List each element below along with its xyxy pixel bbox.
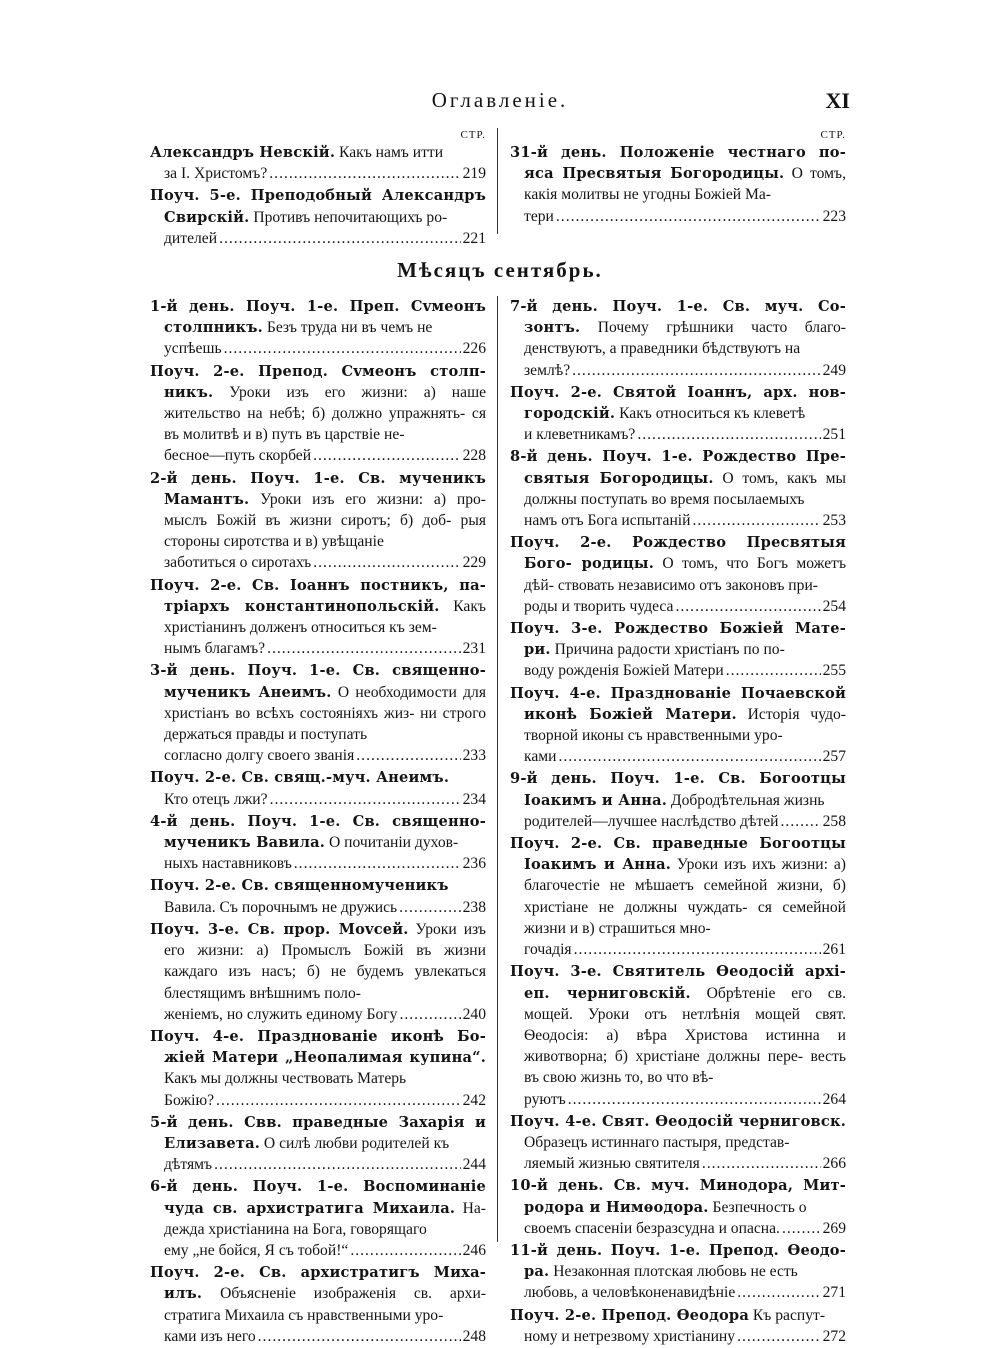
entry-text [150, 660, 486, 745]
entry-last-text: любовь, а человѣконенавидѣніе [524, 1284, 736, 1302]
entry-last-text: ками [524, 748, 557, 766]
entry-title: Рождество Пресвятыя Бого- родицы. [524, 534, 847, 573]
dot-leader [219, 228, 461, 249]
entry-last-line [164, 1154, 486, 1175]
entry-heading [150, 144, 335, 161]
entry-body: Какъ намъ итти [335, 144, 444, 161]
entry-last-line [164, 445, 486, 466]
entry-text [150, 1176, 486, 1240]
entry-lead: 9-й день. [510, 770, 597, 788]
dot-leader [356, 745, 460, 766]
dot-leader [556, 206, 821, 227]
entry-lead: Поуч. 2-е. [150, 769, 237, 787]
entry-last-line [524, 1089, 846, 1110]
toc-entry [510, 296, 846, 381]
toc-entry [510, 618, 846, 682]
entry-body: Уроки изъ его жизни: а) наше жительство на небѣ; б) должно упражнять- ся въ молитвѣ и в) путь въ царствіе не- [164, 383, 486, 444]
entry-last-text: родителей—лучшее наслѣдство дѣтей [524, 812, 779, 830]
dot-leader [214, 1154, 460, 1175]
entry-title: Св. муч. Минодора, Мит- родора и Нимѳодора. [524, 1177, 847, 1216]
page-column-label: СТР. [460, 129, 486, 141]
entry-body: Уроки изъ его жизни: а) про- мыслъ Божій въ жизни сиротъ; б) доб- рыя стороны сиротства и в) увѣщаніе [164, 490, 486, 551]
entry-last-line [164, 552, 486, 573]
entry-lead: Поуч. 2-е. [510, 534, 612, 552]
toc-entry [150, 1026, 486, 1111]
top-left-column [150, 128, 486, 250]
entry-body: Какъ относиться къ клеветѣ [615, 405, 806, 423]
entry-page-number: 233 [462, 747, 486, 765]
toc-entry [150, 575, 486, 660]
entry-page-number: 236 [462, 855, 486, 873]
entry-text [150, 185, 486, 227]
entry-text [150, 767, 486, 788]
entry-text [150, 919, 486, 1004]
entry-body: Образецъ истиннаго пастыря, представ- [524, 1133, 790, 1151]
entry-title: Поуч. 1-е. Воспоминаніе чуда св. архистратига Михаила. [164, 1178, 486, 1217]
entry-lead: Поуч. 3-е. [150, 920, 240, 938]
entry-lead: Поуч. 2-е. [150, 362, 245, 380]
entry-body: Почему грѣшники часто благо- денствуютъ, а праведники бѣдствуютъ на [524, 319, 846, 358]
toc-entry [150, 660, 486, 766]
entry-last-line [164, 1004, 486, 1025]
entry-text [510, 1111, 847, 1153]
entry-heading [510, 1113, 846, 1130]
running-title: Оглавленіе. [431, 88, 569, 112]
entry-body: Причина радости христіанъ по по- [550, 641, 785, 659]
entry-text [510, 532, 847, 596]
toc-entry [150, 1176, 486, 1261]
entry-lead: Поуч. 2-е. [150, 1264, 246, 1282]
entry-text [510, 1175, 847, 1217]
entry-last-text: за І. Христомъ? [164, 165, 268, 183]
entry-title: Препод. Ѳеодора [596, 1306, 749, 1324]
entry-body: Какъ христіанинъ долженъ относиться къ зем- [164, 597, 486, 637]
left-column [150, 296, 486, 1348]
entry-title: Поуч. 1-е. Св. священно- мученикъ Вавила. [164, 812, 486, 852]
entry-text [510, 296, 846, 360]
entry-last-text: ками изъ него [164, 1327, 256, 1345]
entry-page-number: 238 [462, 898, 486, 916]
entry-page-number: 261 [822, 941, 846, 959]
entry-last-line [164, 338, 486, 359]
dot-leader [637, 424, 820, 445]
dot-leader [692, 510, 820, 531]
entry-title: Празднованіе иконѣ Бо- жіей Матери „Неопалимая купина“. [164, 1027, 486, 1067]
dot-leader [781, 811, 821, 832]
entry-last-text: Вавила. Съ порочнымъ не дружись [164, 898, 398, 916]
entry-last-line [164, 163, 486, 184]
entry-text [510, 446, 846, 510]
entry-title: Свят. Ѳеодосій черниговск. [596, 1112, 847, 1130]
toc-entry [150, 767, 486, 809]
dot-leader [294, 853, 461, 874]
entry-title: Св. Іоаннъ постникъ, па- тріархъ константинопольскій. [164, 576, 487, 615]
entry-title: Поуч. 1-е. Препод. Ѳеодо- ра. [524, 1241, 846, 1281]
entry-text [510, 768, 846, 810]
entry-page-number: 257 [822, 748, 846, 766]
entry-page-number: 231 [462, 640, 486, 658]
entry-page-number: 251 [822, 426, 846, 444]
entry-page-number: 253 [822, 512, 846, 530]
entry-last-text: землѣ? [524, 361, 571, 379]
entry-page-number: 266 [822, 1155, 846, 1173]
dot-leader [313, 445, 461, 466]
dot-leader [399, 1004, 460, 1025]
entry-heading [150, 769, 449, 786]
dot-leader [558, 746, 820, 767]
dot-leader [574, 939, 821, 960]
entry-lead: Поуч. 4-е. [510, 1112, 597, 1130]
entry-body: Уроки изъ ихъ жизни: а) благочестіе не мѣшаетъ семейной жизни, б) христіане не должны чуждать- ся семейной жизни и в) страшиться мно- [524, 856, 846, 937]
entry-title: Святой Іоаннъ, арх. нов- городскій. [524, 383, 847, 423]
entry-last-line [524, 939, 846, 960]
dot-leader [350, 1240, 460, 1261]
entry-last-text: и клеветникамъ? [524, 426, 636, 444]
entry-last-line [164, 897, 486, 918]
entry-title: Свв. праведные Захарія и Елизавета. [164, 1113, 486, 1152]
entry-heading [150, 1178, 486, 1216]
dot-leader [216, 1090, 461, 1111]
entry-text [150, 468, 486, 553]
entry-last-text: женіемъ, но служить единому Богу [164, 1005, 398, 1023]
entry-last-text: нымъ благамъ? [164, 640, 266, 658]
entry-last-text: дителей [164, 229, 218, 247]
dot-leader [702, 1153, 821, 1174]
entry-body: Противъ непочитающихъ ро- [249, 208, 448, 226]
toc-entry [510, 446, 846, 531]
entry-last-line [164, 1090, 486, 1111]
entry-body: Объясненіе изображенія св. архи- стратига Михаила съ нравственными уро- [164, 1285, 486, 1324]
entry-text [150, 1112, 486, 1154]
entry-last-line [524, 510, 846, 531]
entry-page-number: 272 [822, 1327, 846, 1345]
entry-heading [150, 1028, 486, 1066]
entry-text [510, 961, 847, 1088]
entry-body: О томъ, какъ мы должны поступать во время посылаемыхъ [524, 469, 846, 508]
entry-heading [150, 921, 409, 938]
entry-text [510, 1240, 846, 1282]
entry-text [150, 142, 486, 163]
entry-page-number: 228 [462, 447, 486, 465]
entry-title: Преподобный Александръ Свирскій. [164, 187, 486, 226]
entry-last-text: ему „не бойся, Я съ тобой!“ [164, 1241, 349, 1259]
entry-body: Безъ труда ни въ чемъ не [262, 319, 433, 337]
entry-last-line [524, 1326, 846, 1347]
entry-lead: 2-й день. [150, 469, 237, 487]
entry-last-text: дѣтямъ [164, 1156, 213, 1174]
entry-last-line [524, 424, 846, 445]
entry-last-text: ныхъ наставниковъ [164, 855, 292, 873]
entry-body: О силѣ любви родителей къ [260, 1134, 450, 1152]
toc-entry [510, 1240, 846, 1304]
entry-last-text: роды и творить чудеса [524, 597, 674, 615]
entry-body: Уроки изъ его жизни: а) Промыслъ Божій въ жизни каждаго изъ насъ; б) не будемъ увлекаться блестящимъ внѣшнимъ поло- [164, 920, 486, 1002]
entry-title: Св. свящ.-муч. Анеимъ. [236, 769, 450, 787]
entry-last-line [524, 811, 846, 832]
entry-title: Поуч. 1-е. Св. мученикъ Мамантъ. [164, 469, 486, 508]
entry-title: Святитель Ѳеодосій архі- еп. черниговскій. [524, 963, 847, 1002]
entry-title: Рождество Божіей Мате- ри. [524, 620, 846, 659]
entry-last-text: своемъ спасеніи безразсудна и опасна. [524, 1219, 780, 1237]
entry-body: На- дежда христіанина на Бога, говорящаго [164, 1199, 486, 1238]
entry-last-text: Божію? [164, 1091, 215, 1109]
entry-lead: 11-й день. [510, 1241, 603, 1259]
entry-title: Св. архистратигъ Миха- илъ. [164, 1264, 486, 1303]
entry-body: Незаконная плотская любовь не есть [549, 1263, 798, 1281]
entry-text [510, 142, 846, 206]
entry-lead: Поуч. 2-е. [510, 1306, 597, 1324]
entry-text [510, 382, 847, 424]
entry-heading [150, 877, 449, 894]
dot-leader [258, 1326, 461, 1347]
entry-last-line [524, 1282, 846, 1303]
entry-title: Поуч. 1-е. Св. священно- мученикъ Анеимъ. [164, 662, 486, 701]
entry-body: Къ распут- [749, 1306, 826, 1324]
entry-text [150, 1026, 486, 1090]
entry-text [150, 875, 486, 896]
entry-last-text: Кто отецъ лжи? [164, 790, 268, 808]
toc-entry [150, 468, 486, 574]
entry-page-number: 258 [822, 812, 846, 830]
entry-page-number: 246 [462, 1241, 486, 1259]
toc-entry [150, 361, 486, 467]
toc-entry [150, 919, 486, 1025]
entry-title: Поуч. 1-е. Преп. Сvмеонъ столпникъ. [164, 298, 486, 337]
dot-leader [782, 1218, 821, 1239]
entry-page-number: 255 [822, 662, 846, 680]
toc-entry [150, 811, 486, 875]
toc-entry [510, 768, 846, 832]
entry-last-text: согласно долгу своего званія [164, 747, 355, 765]
entry-lead: 5-й день. [150, 1113, 234, 1131]
entry-lead: 4-й день. [150, 812, 236, 830]
entry-page-number: 254 [822, 597, 846, 615]
toc-entry [150, 1112, 486, 1176]
entry-last-line [164, 228, 486, 249]
entry-last-line [524, 596, 846, 617]
toc-entry [150, 142, 486, 184]
entry-last-text: успѣешь [164, 340, 222, 358]
page-column-label: СТР. [820, 129, 846, 141]
entry-last-line [164, 745, 486, 766]
entry-page-number: 229 [462, 554, 486, 572]
entry-lead: Поуч. 5-е. [150, 187, 241, 205]
toc-entry [150, 1262, 486, 1347]
entry-title: Поуч. 1-е. Рождество Пре- святыя Богородицы. [524, 448, 846, 487]
entry-lead: Поуч. 2-е. [150, 576, 242, 594]
entry-body: Исторія чудо- творной иконы съ нравственными уро- [524, 705, 846, 745]
running-head [0, 88, 1000, 118]
dot-leader [269, 163, 460, 184]
column-rule-main [497, 296, 498, 1242]
entry-lead: 10-й день. [510, 1177, 604, 1195]
entry-text [510, 1305, 846, 1326]
dot-leader [399, 897, 460, 918]
dot-leader [572, 360, 820, 381]
entry-text [150, 811, 486, 853]
entry-body: О необходимости для христіанъ во всѣхъ состояніяхъ жиз- ни строго держаться правды и поступать [164, 683, 486, 744]
entry-body: Добродѣтельная жизнь [667, 791, 825, 809]
entry-text [510, 833, 846, 939]
entry-last-line [524, 360, 846, 381]
dot-leader [267, 638, 461, 659]
toc-entry [150, 875, 486, 917]
entry-lead: Поуч. 2-е. [150, 877, 237, 895]
toc-entry [510, 1111, 846, 1175]
entry-page-number: 240 [462, 1005, 486, 1023]
entry-last-line [164, 1240, 486, 1261]
entry-last-line [524, 660, 846, 681]
entry-text [150, 575, 487, 639]
entry-title: Св. прор. Моvсей. [239, 920, 409, 938]
entry-text [150, 361, 487, 446]
dot-leader [737, 1326, 821, 1347]
entry-text [510, 683, 846, 747]
toc-entry [510, 1175, 846, 1239]
entry-page-number: 244 [462, 1156, 486, 1174]
entry-lead: Поуч. 4-е. [510, 684, 601, 702]
entry-lead: 3-й день. [150, 662, 236, 680]
entry-text [150, 296, 486, 338]
toc-entry [150, 296, 486, 360]
entry-body: Какъ мы должны чествовать Матерь [164, 1070, 407, 1088]
dot-leader [726, 660, 821, 681]
entry-heading [150, 577, 486, 615]
entry-title: Александръ Невскій. [150, 144, 336, 161]
dot-leader [270, 789, 461, 810]
dot-leader [313, 552, 460, 573]
entry-title: Св. священномученикъ [236, 877, 449, 895]
toc-entry [150, 185, 486, 249]
toc-entry [510, 382, 846, 446]
entry-page-number: 249 [822, 361, 846, 379]
dot-leader [568, 1089, 821, 1110]
entry-page-number: 219 [462, 165, 486, 183]
entry-page-number: 271 [822, 1284, 846, 1302]
entry-title: Поуч. 1-е. Св. Богоотцы Іоакимъ и Анна. [524, 770, 846, 809]
entry-last-text: тери [524, 207, 554, 225]
entry-body: О почитаніи духов- [325, 834, 459, 852]
entry-last-line [164, 853, 486, 874]
dot-leader [737, 1282, 820, 1303]
entry-last-text: бесное—путь скорбей [164, 447, 312, 465]
entry-lead: Поуч. 2-е. [510, 835, 603, 853]
entry-last-text: воду рожденія Божіей Матери [524, 662, 724, 680]
entry-body: Обрѣтеніе его св. мощей. Уроки отъ нетлѣнія мощей свят. Ѳеодосія: а) вѣра Христова истинна и животворна; б) христіане должны пере- весть въ свою жизнь то, во что вѣ- [524, 984, 846, 1087]
entry-title: Св. праведные Богоотцы Іоакимъ и Анна. [524, 835, 846, 874]
entry-last-line [524, 746, 846, 767]
top-right-column [510, 128, 846, 228]
entry-last-line [164, 789, 486, 810]
entry-lead: 6-й день. [150, 1178, 239, 1196]
entry-last-line [164, 638, 486, 659]
entry-title: Празднованіе Почаевской иконѣ Божіей Матери. [524, 684, 846, 723]
entry-title: Препод. Сvмеонъ столп- никъ. [164, 362, 487, 401]
entry-last-text: намъ отъ Бога испытаній [524, 512, 691, 530]
entry-body: О томъ, какія молитвы не угодны Божіей Ма- [524, 165, 846, 204]
entry-title: Поуч. 1-е. Св. муч. Со- зонтъ. [524, 298, 846, 337]
entry-lead: 1-й день. [150, 298, 235, 315]
entry-page-number: 242 [462, 1091, 486, 1109]
entry-title: Положеніе честнаго по- яса Пресвятыя Богородицы. [524, 144, 846, 183]
toc-entry [510, 683, 846, 768]
entry-lead: Поуч. 4-е. [150, 1027, 245, 1045]
entry-lead: Поуч. 3-е. [510, 963, 602, 981]
entry-text [150, 1262, 486, 1326]
entry-lead: Поуч. 3-е. [510, 620, 603, 638]
entry-last-text: заботиться о сиротахъ [164, 554, 312, 572]
right-column [510, 296, 846, 1348]
entry-lead: Поуч. 2-е. [510, 383, 602, 401]
column-rule-top [497, 128, 498, 234]
toc-entry [510, 532, 846, 617]
page-number: XI [825, 88, 850, 113]
entry-last-line [524, 206, 846, 227]
entry-text [510, 618, 846, 660]
section-title: Мѣсяцъ сентябрь. [397, 258, 603, 282]
dot-leader [675, 596, 820, 617]
entry-lead: 7-й день. [510, 298, 598, 315]
entry-lead: 8-й день. [510, 448, 593, 466]
entry-last-text: ному и нетрезвому христіанину [524, 1327, 736, 1345]
entry-last-text: руютъ [524, 1090, 566, 1108]
entry-page-number: 223 [822, 207, 846, 225]
toc-entry [510, 142, 846, 227]
entry-last-line [524, 1218, 846, 1239]
entry-page-number: 269 [822, 1219, 846, 1237]
entry-body: Безпечность о [708, 1198, 807, 1216]
entry-heading [510, 1307, 749, 1324]
entry-page-number: 264 [822, 1090, 846, 1108]
entry-last-line [164, 1326, 486, 1347]
entry-page-number: 226 [462, 340, 486, 358]
entry-lead: 31-й день. [510, 144, 607, 161]
toc-entry [510, 1305, 846, 1347]
toc-entry [510, 961, 846, 1109]
entry-page-number: 248 [462, 1327, 486, 1345]
dot-leader [224, 338, 461, 359]
entry-body: О томъ, что Богъ можетъ дѣй- ствовать независимо отъ законовъ при- [524, 555, 847, 594]
toc-entry [510, 833, 846, 960]
entry-page-number: 234 [462, 790, 486, 808]
entry-last-line [524, 1153, 846, 1174]
entry-last-text: ляемый жизнью святителя [524, 1155, 700, 1173]
entry-last-text: гочадія [524, 941, 572, 959]
entry-page-number: 221 [462, 229, 486, 247]
